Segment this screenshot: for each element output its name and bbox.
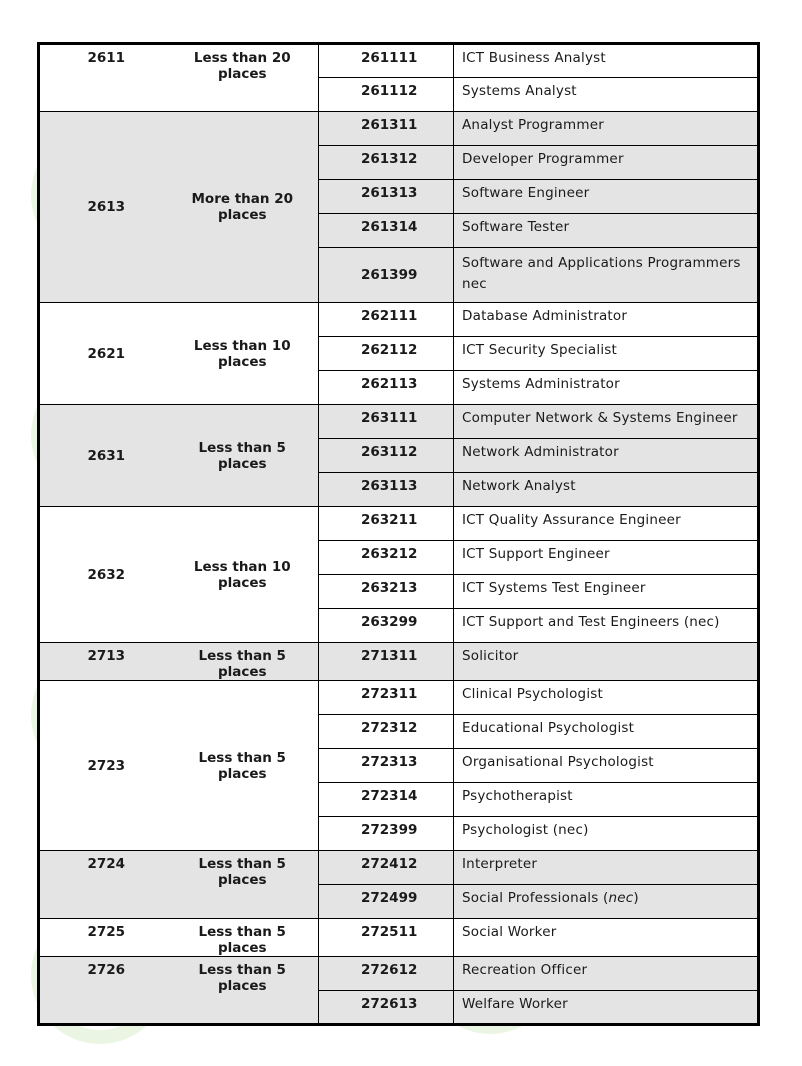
places-available: Less than 5 places: [167, 919, 319, 957]
anzsco-code: 263213: [319, 575, 454, 609]
anzsco-code: 272613: [319, 991, 454, 1025]
anzsco-code: 272311: [319, 681, 454, 715]
anzsco-code: 263299: [319, 609, 454, 643]
table-row: [39, 44, 759, 78]
anzsco-code: 261111: [319, 44, 454, 78]
occupation-title-suffix: ): [633, 890, 639, 906]
occupation-title: Software Engineer: [454, 180, 759, 214]
places-available: Less than 10 places: [167, 507, 319, 643]
occupation-title: Developer Programmer: [454, 146, 759, 180]
occupation-title: ICT Systems Test Engineer: [454, 575, 759, 609]
occupation-title: Psychologist (nec): [454, 817, 759, 851]
table-row: [39, 851, 759, 885]
occupation-title: Software Tester: [454, 214, 759, 248]
occupation-title: ICT Security Specialist: [454, 337, 759, 371]
anzsco-code: 262111: [319, 303, 454, 337]
unit-group-code: 2713: [39, 643, 167, 681]
places-available: Less than 5 places: [167, 851, 319, 919]
occupation-title: Clinical Psychologist: [454, 681, 759, 715]
unit-group-code: 2632: [39, 507, 167, 643]
occupation-title-text: Social Professionals (: [462, 890, 609, 906]
anzsco-code: 272412: [319, 851, 454, 885]
places-available: Less than 5 places: [167, 643, 319, 681]
occupation-title: Psychotherapist: [454, 783, 759, 817]
anzsco-code: 272314: [319, 783, 454, 817]
anzsco-code: 272612: [319, 957, 454, 991]
anzsco-code: 262113: [319, 371, 454, 405]
occupation-title: Welfare Worker: [454, 991, 759, 1025]
unit-group-code: 2631: [39, 405, 167, 507]
occupation-table: [37, 42, 760, 1026]
unit-group-code: 2723: [39, 681, 167, 851]
anzsco-code: 271311: [319, 643, 454, 681]
unit-group-code: 2611: [39, 44, 167, 112]
table-row: [39, 507, 759, 541]
unit-group-code: 2725: [39, 919, 167, 957]
places-available: Less than 5 places: [167, 681, 319, 851]
occupation-title: Systems Analyst: [454, 78, 759, 112]
occupation-title: Solicitor: [454, 643, 759, 681]
anzsco-code: 272511: [319, 919, 454, 957]
anzsco-code: 261112: [319, 78, 454, 112]
occupation-title: Analyst Programmer: [454, 112, 759, 146]
unit-group-code: 2726: [39, 957, 167, 1025]
anzsco-code: 261312: [319, 146, 454, 180]
occupation-title: Database Administrator: [454, 303, 759, 337]
occupation-title: ICT Quality Assurance Engineer: [454, 507, 759, 541]
anzsco-code: 261311: [319, 112, 454, 146]
anzsco-code: 272499: [319, 885, 454, 919]
anzsco-code: 272313: [319, 749, 454, 783]
occupation-title: Software and Applications Programmers nec: [454, 248, 759, 303]
anzsco-code: 261313: [319, 180, 454, 214]
occupation-title: Educational Psychologist: [454, 715, 759, 749]
anzsco-code: 263113: [319, 473, 454, 507]
occupation-title: Computer Network & Systems Engineer: [454, 405, 759, 439]
places-available: Less than 5 places: [167, 957, 319, 1025]
anzsco-code: 263211: [319, 507, 454, 541]
table-row: [39, 919, 759, 957]
occupation-title: ICT Support and Test Engineers (nec): [454, 609, 759, 643]
anzsco-code: 263112: [319, 439, 454, 473]
places-available: Less than 10 places: [167, 303, 319, 405]
anzsco-code: 272312: [319, 715, 454, 749]
anzsco-code: 261314: [319, 214, 454, 248]
occupation-title: Interpreter: [454, 851, 759, 885]
table-body: [39, 44, 759, 1025]
occupation-title: Network Administrator: [454, 439, 759, 473]
occupation-title: Network Analyst: [454, 473, 759, 507]
occupation-title-italic: nec: [608, 890, 634, 906]
table-row: [39, 112, 759, 146]
anzsco-code: 272399: [319, 817, 454, 851]
places-available: More than 20 places: [167, 112, 319, 303]
places-available: Less than 5 places: [167, 405, 319, 507]
table-row: [39, 405, 759, 439]
occupation-title: Organisational Psychologist: [454, 749, 759, 783]
unit-group-code: 2613: [39, 112, 167, 303]
occupation-title: Recreation Officer: [454, 957, 759, 991]
anzsco-code: 261399: [319, 248, 454, 303]
table-row: [39, 643, 759, 681]
table-row: [39, 681, 759, 715]
places-available: Less than 20 places: [167, 44, 319, 112]
occupation-title: Systems Administrator: [454, 371, 759, 405]
table-row: [39, 303, 759, 337]
occupation-title: Social Worker: [454, 919, 759, 957]
unit-group-code: 2621: [39, 303, 167, 405]
occupation-title: ICT Business Analyst: [454, 44, 759, 78]
anzsco-code: 263111: [319, 405, 454, 439]
anzsco-code: 263212: [319, 541, 454, 575]
occupation-title: ICT Support Engineer: [454, 541, 759, 575]
occupation-title: [454, 885, 759, 919]
unit-group-code: 2724: [39, 851, 167, 919]
table-row: [39, 957, 759, 991]
anzsco-code: 262112: [319, 337, 454, 371]
